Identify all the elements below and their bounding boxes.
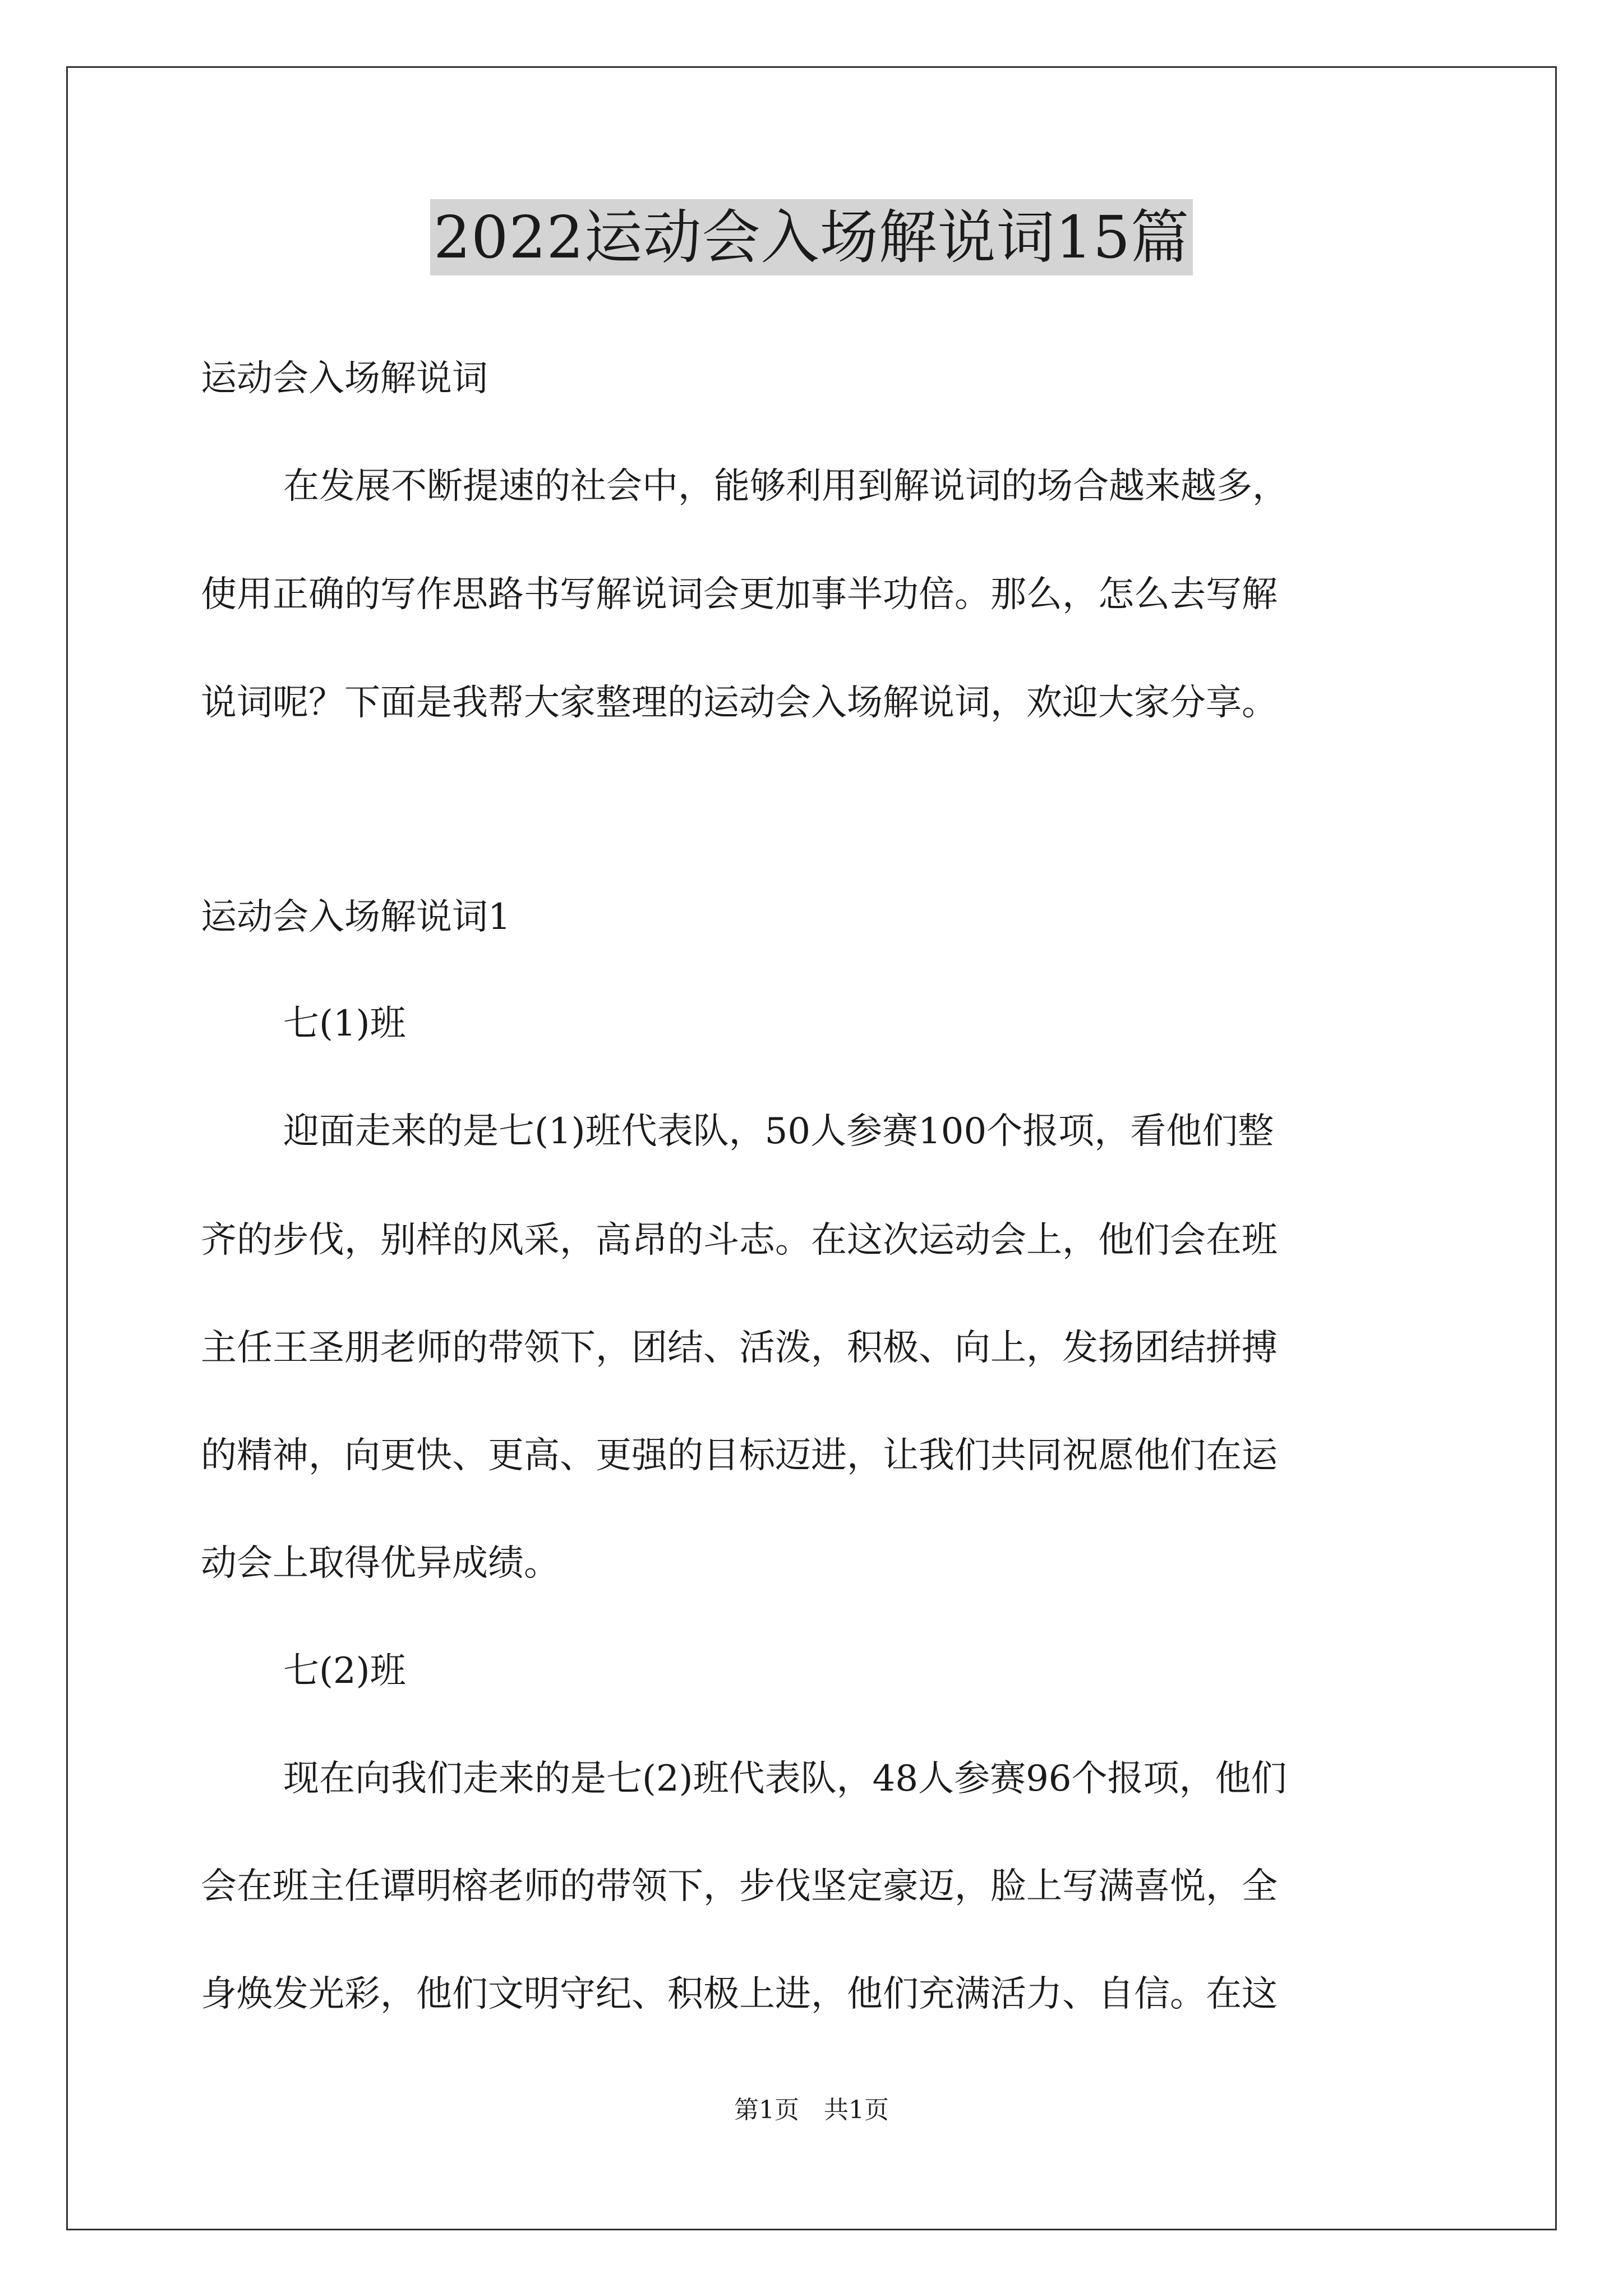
paragraph-line: 齐的步伐，别样的风采，高昂的斗志。在这次运动会上，他们会在班 [201, 1220, 1278, 1261]
paragraph-line: 在发展不断提速的社会中，能够利用到解说词的场合越来越多， [283, 466, 1288, 507]
paragraph-line: 主任王圣朋老师的带领下，团结、活泼，积极、向上，发扬团结拼搏 [201, 1327, 1278, 1369]
paragraph-line: 动会上取得优异成绩。 [201, 1543, 560, 1584]
paragraph-line: 的精神，向更快、更高、更强的目标迈进，让我们共同祝愿他们在运 [201, 1435, 1278, 1476]
paragraph-line: 会在班主任谭明榕老师的带领下，步伐坚定豪迈，脸上写满喜悦，全 [201, 1866, 1278, 1907]
section-heading: 运动会入场解说词1 [201, 896, 511, 938]
document-title: 2022运动会入场解说词15篇 [430, 199, 1193, 275]
paragraph-line: 现在向我们走来的是七(2)班代表队，48人参赛96个报项，他们 [283, 1758, 1287, 1800]
paragraph-line: 迎面走来的是七(1)班代表队，50人参赛100个报项，看他们整 [283, 1111, 1274, 1152]
paragraph-line: 说词呢？下面是我帮大家整理的运动会入场解说词，欢迎大家分享。 [201, 682, 1278, 724]
paragraph-line: 身焕发光彩，他们文明守纪、积极上进，他们充满活力、自信。在这 [201, 1973, 1278, 2015]
section-heading: 运动会入场解说词 [201, 358, 488, 399]
page-footer: 第1页 共1页 [734, 2096, 889, 2124]
paragraph-line: 使用正确的写作思路书写解说词会更加事半功倍。那么，怎么去写解 [201, 574, 1278, 615]
class-heading: 七(1)班 [283, 1003, 406, 1045]
class-heading: 七(2)班 [283, 1650, 406, 1692]
title-container [0, 199, 1623, 275]
